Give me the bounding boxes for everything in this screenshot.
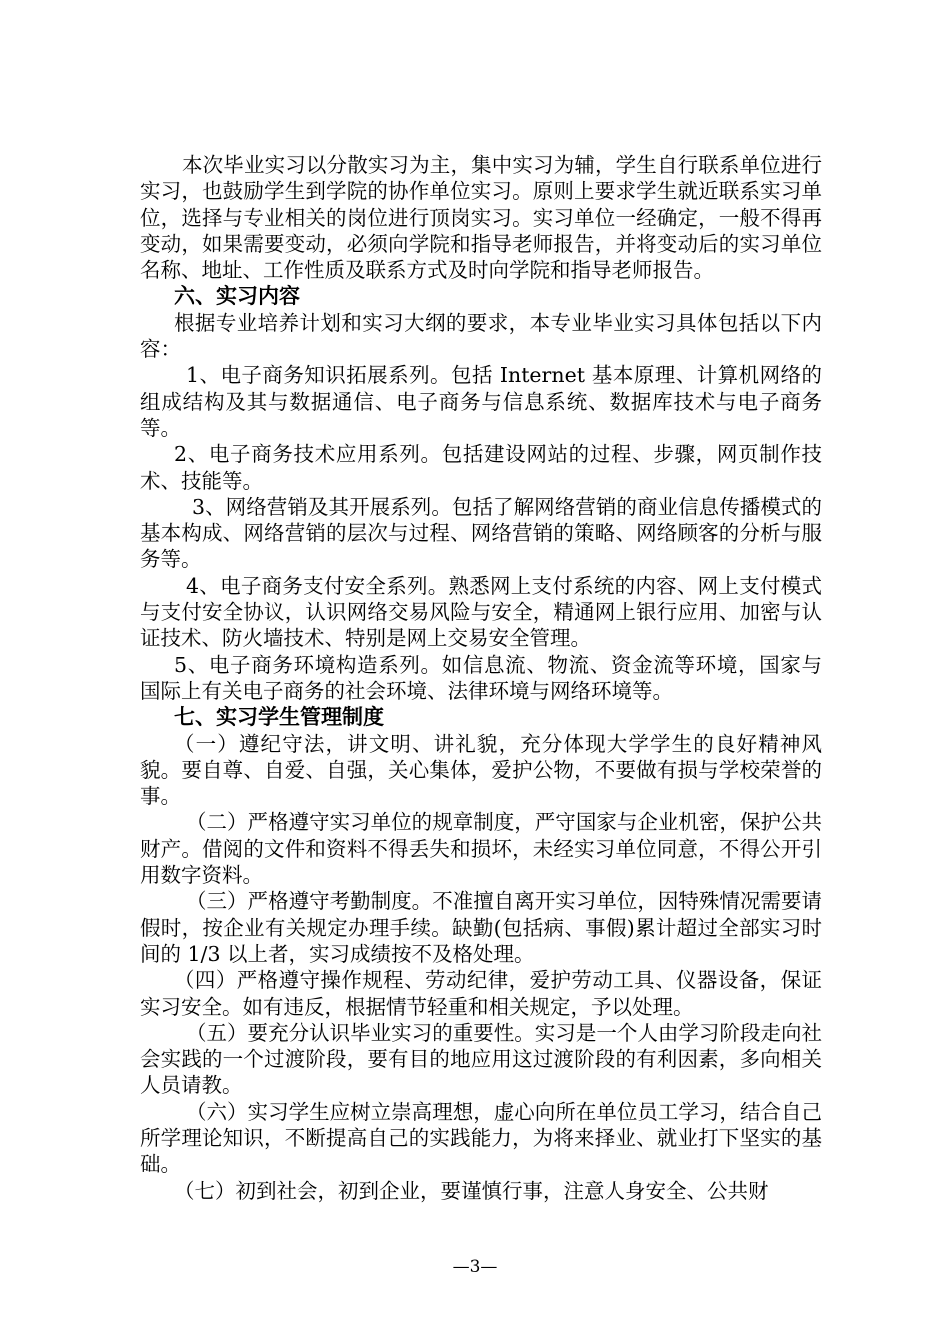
- paragraph-content-intro: 根据专业培养计划和实习大纲的要求，本专业毕业实习具体包括以下内容：: [140, 310, 822, 362]
- page-body: [140, 152, 822, 1204]
- paragraph-rule-1: （一）遵纪守法，讲文明、讲礼貌，充分体现大学学生的良好精神风貌。要自尊、自爱、自强，关心集体，爱护公物，不要做有损与学校荣誉的事。: [140, 731, 822, 809]
- paragraph-content-item-1: 1、电子商务知识拓展系列。包括 Internet 基本原理、计算机网络的组成结构及其与数据通信、电子商务与信息系统、数据库技术与电子商务等。: [140, 363, 822, 440]
- heading-internship-content: 六、实习内容: [174, 284, 300, 309]
- paragraph-content-item-3: 3、网络营销及其开展系列。包括了解网络营销的商业信息传播模式的基本构成、网络营销的层次与过程、网络营销的策略、网络顾客的分析与服务等。: [140, 494, 822, 572]
- paragraph-content-item-4: 4、电子商务支付安全系列。熟悉网上支付系统的内容、网上支付模式与支付安全协议，认识网络交易风险与安全，精通网上银行应用、加密与认证技术、防火墙技术、特别是网上交易安全管理。: [140, 573, 822, 651]
- paragraph-rule-5: （五）要充分认识毕业实习的重要性。实习是一个人由学习阶段走向社会实践的一个过渡阶段，要有目的地应用这过渡阶段的有利因素，多向相关人员请教。: [140, 1020, 822, 1098]
- paragraph-rule-3: （三）严格遵守考勤制度。不准擅自离开实习单位，因特殊情况需要请假时，按企业有关规定办理手续。缺勤(包括病、事假)累计超过全部实习时间的 1/3 以上者，实习成绩按不及格处理。: [140, 889, 822, 966]
- paragraph-rule-2: （二）严格遵守实习单位的规章制度，严守国家与企业机密，保护公共财产。借阅的文件和资料不得丢失和损坏，未经实习单位同意，不得公开引用数字资料。: [140, 810, 822, 888]
- heading-student-management: 七、实习学生管理制度: [174, 705, 384, 730]
- paragraph-rule-7: （七）初到社会，初到企业，要谨慎行事，注意人身安全、公共财: [174, 1178, 769, 1203]
- paragraph-rule-6: （六）实习学生应树立崇高理想，虚心向所在单位员工学习，结合自己所学理论知识，不断提高自己的实践能力，为将来择业、就业打下坚实的基础。: [140, 1099, 822, 1177]
- page-number: —3—: [452, 1257, 498, 1277]
- paragraph-content-item-2: 2、电子商务技术应用系列。包括建设网站的过程、步骤，网页制作技术、技能等。: [140, 442, 822, 493]
- paragraph-rule-4: （四）严格遵守操作规程、劳动纪律，爱护劳动工具、仪器设备，保证实习安全。如有违反，根据情节轻重和相关规定，予以处理。: [140, 968, 822, 1019]
- paragraph-content-item-5: 5、电子商务环境构造系列。如信息流、物流、资金流等环境，国家与国际上有关电子商务的社会环境、法律环境与网络环境等。: [140, 652, 822, 703]
- paragraph-internship-arrangement: 本次毕业实习以分散实习为主，集中实习为辅，学生自行联系单位进行实习，也鼓励学生到学院的协作单位实习。原则上要求学生就近联系实习单位，选择与专业相关的岗位进行顶岗实习。实习单位一经确定，一般不得再变动，如果需要变动，必须向学院和指导老师报告，并将变动后的实习单位名称、地址、工作性质及联系方式及时向学院和指导老师报告。: [140, 153, 822, 283]
